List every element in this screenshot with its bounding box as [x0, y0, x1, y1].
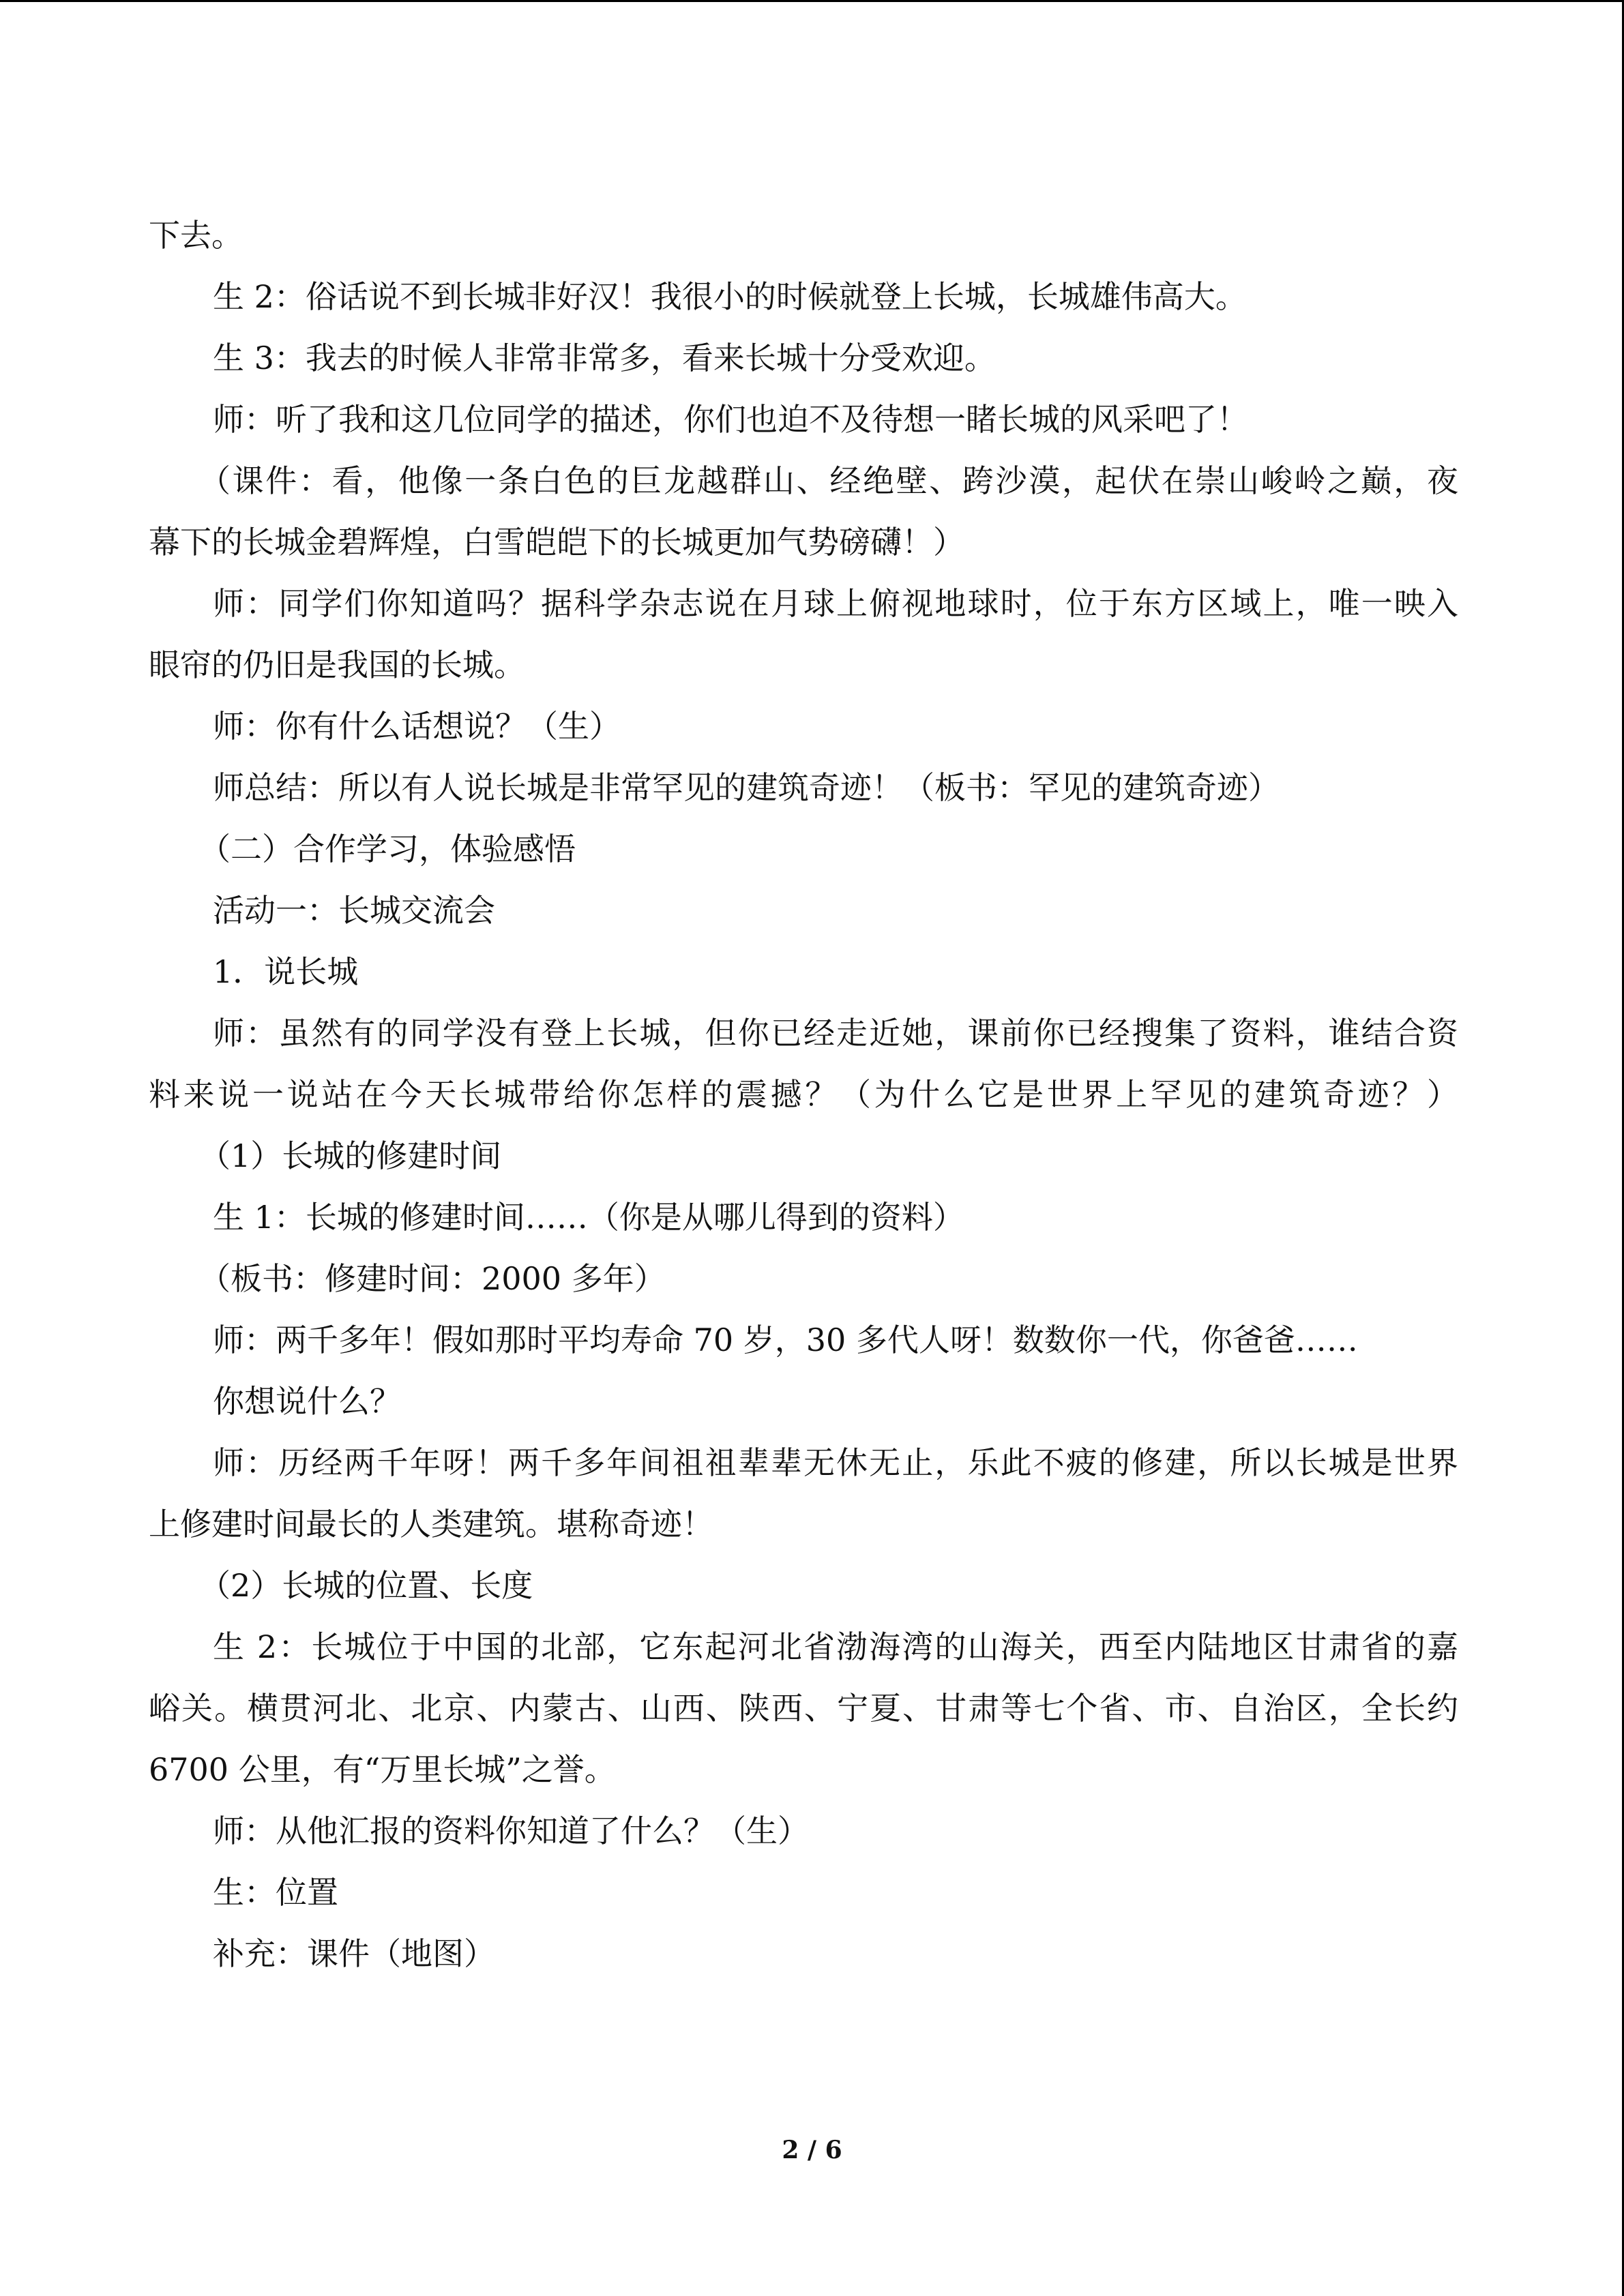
activity-heading: 活动一：长城交流会	[213, 892, 495, 929]
text-line: 上修建时间最长的人类建筑。堪称奇迹！	[149, 1506, 713, 1542]
text-line: 师：同学们你知道吗？据科学杂志说在月球上俯视地球时，位于东方区域上，唯一映入	[213, 585, 1458, 622]
text-line: 峪关。横贯河北、北京、内蒙古、山西、陕西、宁夏、甘肃等七个省、市、自治区，全长约	[149, 1690, 1458, 1727]
section-heading: （二）合作学习，体验感悟	[199, 831, 576, 867]
text-line: 师：从他汇报的资料你知道了什么？（生）	[213, 1813, 809, 1849]
subsection-heading: （2）长城的位置、长度	[199, 1567, 533, 1604]
top-border-rule	[0, 0, 1624, 2]
text-line: 下去。	[149, 217, 243, 254]
subsection-heading: 1．说长城	[213, 953, 359, 990]
text-line: 师：历经两千年呀！两千多年间祖祖辈辈无休无止，乐此不疲的修建，所以长城是世界	[213, 1444, 1458, 1481]
text-line: 补充：课件（地图）	[213, 1935, 495, 1972]
text-line: 师：两千多年！假如那时平均寿命 70 岁，30 多代人呀！数数你一代，你爸爸……	[213, 1322, 1358, 1358]
text-line: 生 1：长城的修建时间……（你是从哪儿得到的资料）	[213, 1199, 964, 1236]
document-body	[149, 205, 1458, 1984]
page-number: 2 / 6	[782, 2136, 842, 2164]
text-line: 6700 公里，有“万里长城”之誉。	[149, 1751, 616, 1788]
text-line: 生：位置	[213, 1874, 338, 1911]
text-line: （课件：看，他像一条白色的巨龙越群山、经绝壁、跨沙漠，起伏在崇山峻岭之巅，夜	[199, 462, 1458, 499]
subsection-heading: （1）长城的修建时间	[199, 1137, 502, 1174]
text-line: （板书：修建时间：2000 多年）	[199, 1260, 666, 1297]
text-line: 料来说一说站在今天长城带给你怎样的震撼？（为什么它是世界上罕见的建筑奇迹？）	[149, 1076, 1458, 1113]
text-line: 师：听了我和这几位同学的描述，你们也迫不及待想一睹长城的风采吧了！	[213, 401, 1248, 438]
text-line: 师：你有什么话想说？（生）	[213, 708, 621, 745]
text-line: 幕下的长城金碧辉煌，白雪皑皑下的长城更加气势磅礴！）	[149, 524, 964, 561]
text-line: 生 2：俗话说不到长城非好汉！我很小的时候就登上长城，长城雄伟高大。	[213, 278, 1247, 315]
text-line: 你想说什么？	[213, 1383, 401, 1420]
text-line: 眼帘的仍旧是我国的长城。	[149, 646, 525, 683]
text-line: 师总结：所以有人说长城是非常罕见的建筑奇迹！（板书：罕见的建筑奇迹）	[213, 769, 1280, 806]
text-line: 生 3：我去的时候人非常非常多，看来长城十分受欢迎。	[213, 340, 996, 376]
text-line: 生 2：长城位于中国的北部，它东起河北省渤海湾的山海关，西至内陆地区甘肃省的嘉	[213, 1628, 1458, 1665]
text-line: 师：虽然有的同学没有登上长城，但你已经走近她，课前你已经搜集了资料，谁结合资	[213, 1015, 1458, 1052]
